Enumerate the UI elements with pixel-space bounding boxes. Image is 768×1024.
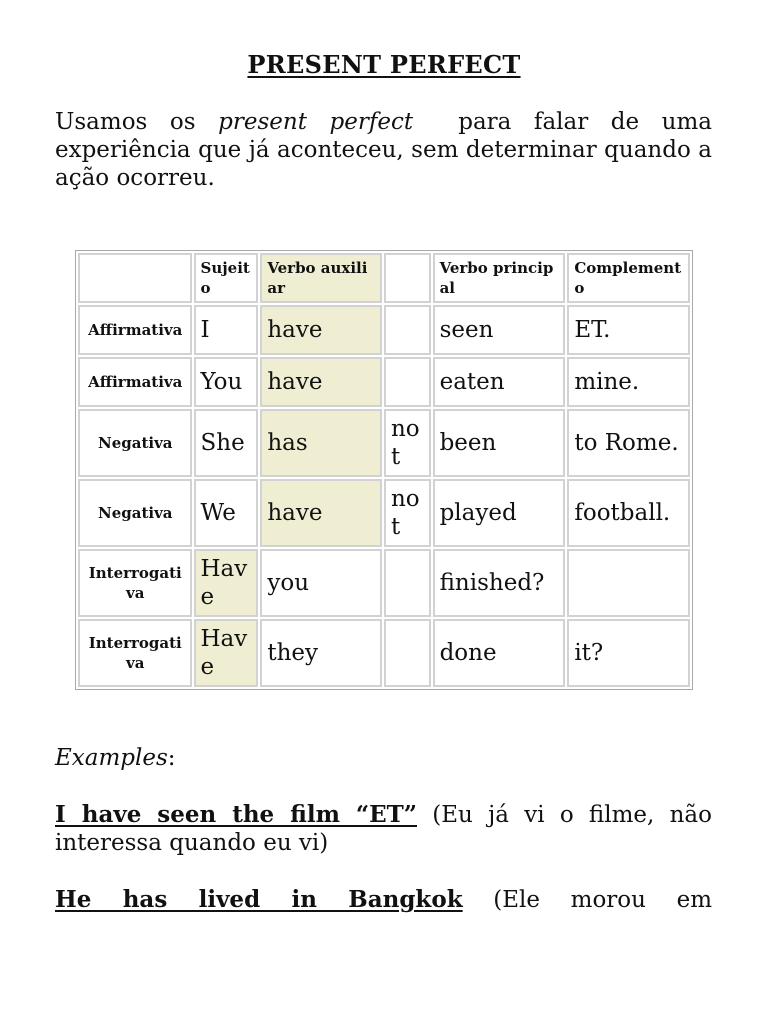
header-cell-main-verb: Verbo principal <box>433 253 566 303</box>
subject-cell: I <box>194 305 259 355</box>
negation-cell: not <box>384 479 431 547</box>
subject-cell: We <box>194 479 259 547</box>
main-verb-cell: seen <box>433 305 566 355</box>
intro-text-before: Usamos os <box>55 109 219 135</box>
auxiliary-cell: have <box>260 479 382 547</box>
table-row <box>78 305 690 355</box>
intro-text-after: para falar de uma experiência que já aconteceu, sem determinar quando a ação ocorreu. <box>55 109 720 191</box>
document-title: PRESENT PERFECT <box>247 50 521 79</box>
subject-cell: you <box>260 549 382 617</box>
table-header-row <box>78 253 690 303</box>
example-sentence <box>55 801 712 857</box>
complement-cell <box>567 549 690 617</box>
auxiliary-cell: Have <box>194 549 259 617</box>
header-cell-negation <box>384 253 431 303</box>
header-cell-empty <box>78 253 192 303</box>
intro-paragraph <box>55 108 720 192</box>
example-english: He has lived in Bangkok <box>55 886 463 913</box>
negation-cell <box>384 619 431 687</box>
header-cell-auxiliary: Verbo auxiliar <box>260 253 382 303</box>
main-verb-cell: done <box>433 619 566 687</box>
row-type-cell: Negativa <box>78 479 192 547</box>
example-english: I have seen the film “ET” <box>55 801 417 828</box>
example-translation: (Eu já vi o filme, não interessa quando eu vi) <box>55 802 712 856</box>
examples-heading <box>55 744 712 772</box>
examples-label: Examples <box>55 745 168 771</box>
complement-cell: football. <box>567 479 690 547</box>
table-row <box>78 357 690 407</box>
row-type-cell: Negativa <box>78 409 192 477</box>
complement-cell: ET. <box>567 305 690 355</box>
table-row <box>78 549 690 617</box>
main-verb-cell: been <box>433 409 566 477</box>
negation-cell <box>384 305 431 355</box>
auxiliary-cell: has <box>260 409 382 477</box>
row-type-cell: Interrogativa <box>78 619 192 687</box>
subject-cell: She <box>194 409 259 477</box>
subject-cell: they <box>260 619 382 687</box>
example-translation: (Ele morou em <box>462 887 713 913</box>
intro-emphasis: present perfect <box>218 109 414 135</box>
table-row <box>78 619 690 687</box>
example-sentence <box>55 886 712 914</box>
auxiliary-cell: have <box>260 305 382 355</box>
header-cell-subject: Sujeito <box>194 253 259 303</box>
main-verb-cell: finished? <box>433 549 566 617</box>
examples-colon: : <box>167 745 176 771</box>
negation-cell <box>384 549 431 617</box>
table-row <box>78 479 690 547</box>
table-row <box>78 409 690 477</box>
row-type-cell: Affirmativa <box>78 305 192 355</box>
negation-cell <box>384 357 431 407</box>
subject-cell: You <box>194 357 259 407</box>
complement-cell: it? <box>567 619 690 687</box>
row-type-cell: Interrogativa <box>78 549 192 617</box>
grammar-table <box>75 250 693 690</box>
complement-cell: to Rome. <box>567 409 690 477</box>
auxiliary-cell: have <box>260 357 382 407</box>
negation-cell: not <box>384 409 431 477</box>
complement-cell: mine. <box>567 357 690 407</box>
row-type-cell: Affirmativa <box>78 357 192 407</box>
main-verb-cell: played <box>433 479 566 547</box>
auxiliary-cell: Have <box>194 619 259 687</box>
main-verb-cell: eaten <box>433 357 566 407</box>
header-cell-complement: Complemento <box>567 253 690 303</box>
